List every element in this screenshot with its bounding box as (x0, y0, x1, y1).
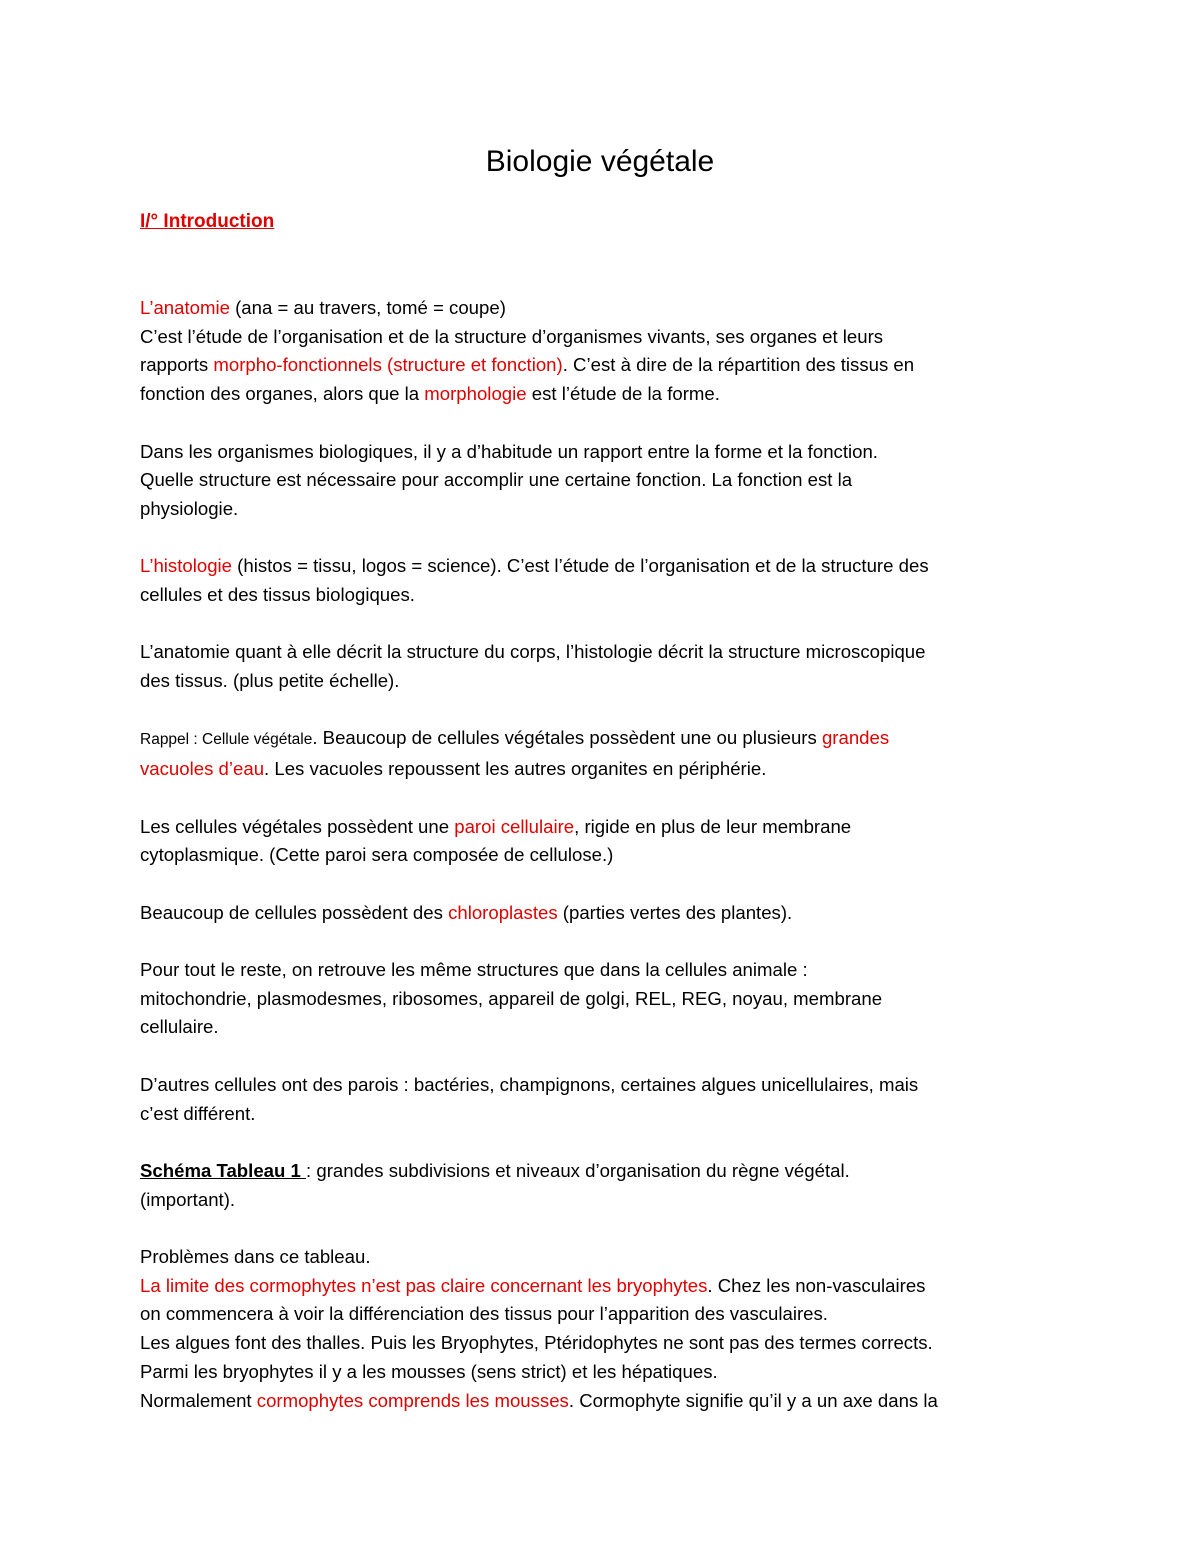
rappel-label: Rappel : Cellule végétale (140, 731, 313, 749)
text-line: cellulaire. (140, 1016, 219, 1038)
section-heading-introduction: I/° Introduction (140, 211, 275, 232)
text-run: (histos = tissu, logos = science). C’est l’étude de l’organisation et de la structure des (232, 555, 929, 577)
text-run: (parties vertes des plantes). (557, 901, 793, 923)
highlight-term-morphologie: morphologie (424, 383, 527, 405)
text-line: cytoplasmique. (Cette paroi sera composée de cellulose.) (140, 844, 614, 866)
schema-tableau-label: Schéma Tableau 1 (140, 1159, 307, 1181)
text-line (140, 1272, 1070, 1301)
text-run: . Les vacuoles repoussent les autres organites en périphérie. (264, 758, 767, 780)
text-line: physiologie. (140, 497, 239, 519)
highlight-term-anatomie: L’anatomie (140, 297, 230, 318)
highlight-term: La limite des cormophytes n’est pas claire concernant les bryophytes (140, 1274, 708, 1296)
text-run: , rigide en plus de leur membrane (574, 815, 852, 837)
text-line (140, 294, 1070, 323)
highlight-term-chloroplastes: chloroplastes (448, 901, 558, 923)
text-line (140, 1157, 1070, 1186)
text-run: Beaucoup de cellules possèdent des (140, 901, 449, 923)
text-line: cellules et des tissus biologiques. (140, 584, 415, 605)
text-line: (important). (140, 1188, 236, 1210)
text-line: Pour tout le reste, on retrouve les même structures que dans la cellules animale : (140, 959, 808, 981)
text-line: Problèmes dans ce tableau. (140, 1246, 371, 1268)
text-run: Normalement (140, 1389, 257, 1411)
paragraph-problemes (140, 1243, 1070, 1415)
paragraph-schema-tableau (140, 1157, 1070, 1214)
text-line (140, 813, 1070, 842)
text-line (140, 1387, 1070, 1416)
text-line (140, 351, 1070, 380)
text-line (140, 755, 1070, 784)
text-line: mitochondrie, plasmodesmes, ribosomes, appareil de golgi, REL, REG, noyau, membrane (140, 987, 883, 1009)
highlight-term: cormophytes comprends les mousses (256, 1389, 569, 1411)
paragraph-anatomie (140, 294, 1070, 409)
text-run: . Beaucoup de cellules végétales possèdent une ou plusieurs (312, 727, 822, 749)
paragraph-structures (140, 956, 1070, 1042)
text-line: Parmi les bryophytes il y a les mousses (sens strict) et les hépatiques. (140, 1360, 718, 1382)
text-line: Les algues font des thalles. Puis les Bryophytes, Ptéridophytes ne sont pas des termes corrects. (140, 1332, 933, 1354)
text-run: . Cormophyte signifie qu’il y a un axe dans la (568, 1389, 938, 1411)
highlight-term-histologie: L’histologie (140, 555, 233, 577)
text-line (140, 899, 1070, 928)
paragraph-rappel-cellule (140, 724, 1070, 783)
highlight-term: morpho-fonctionnels (structure et fonction) (213, 354, 563, 376)
highlight-term-paroi: paroi cellulaire (454, 815, 575, 837)
text-line: D’autres cellules ont des parois : bactéries, champignons, certaines algues unicellulaires, mais (140, 1073, 919, 1095)
text-line: Quelle structure est nécessaire pour accomplir une certaine fonction. La fonction est la (140, 469, 853, 491)
text-line: des tissus. (plus petite échelle). (140, 670, 400, 692)
text-line (140, 552, 1070, 581)
text-line: c’est différent. (140, 1102, 256, 1124)
document-title: Biologie végétale (485, 145, 715, 178)
text-run: Les cellules végétales possèdent une (140, 815, 455, 837)
paragraph-histologie (140, 552, 1070, 609)
text-run: est l’étude de la forme. (526, 383, 720, 405)
paragraph-paroi (140, 813, 1070, 870)
text-line: L’anatomie quant à elle décrit la structure du corps, l’histologie décrit la structure microscopique (140, 641, 926, 663)
text-run: . C’est à dire de la répartition des tissus en (562, 354, 915, 376)
paragraph-autres-parois (140, 1071, 1070, 1128)
highlight-term: vacuoles d’eau (140, 758, 265, 780)
text-run: : grandes subdivisions et niveaux d’organisation du règne végétal. (306, 1159, 850, 1181)
highlight-term: grandes (821, 727, 890, 749)
paragraph-anatomie-histologie (140, 638, 1070, 695)
text-run: fonction des organes, alors que la (140, 383, 425, 405)
text-line (140, 724, 1070, 755)
text-run: . Chez les non-vasculaires (707, 1274, 926, 1296)
text-run: rapports (140, 354, 214, 376)
text-line: Dans les organismes biologiques, il y a d’habitude un rapport entre la forme et la fonction. (140, 440, 878, 462)
document-body (140, 294, 1070, 1444)
text-run: (ana = au travers, tomé = coupe) (229, 297, 506, 318)
paragraph-forme-fonction (140, 438, 1070, 524)
paragraph-chloroplastes (140, 899, 1070, 928)
text-line (140, 380, 1070, 409)
text-line: on commencera à voir la différenciation des tissus pour l’apparition des vasculaires. (140, 1303, 828, 1325)
text-line: C’est l’étude de l’organisation et de la structure d’organismes vivants, ses organes et leurs (140, 325, 884, 347)
